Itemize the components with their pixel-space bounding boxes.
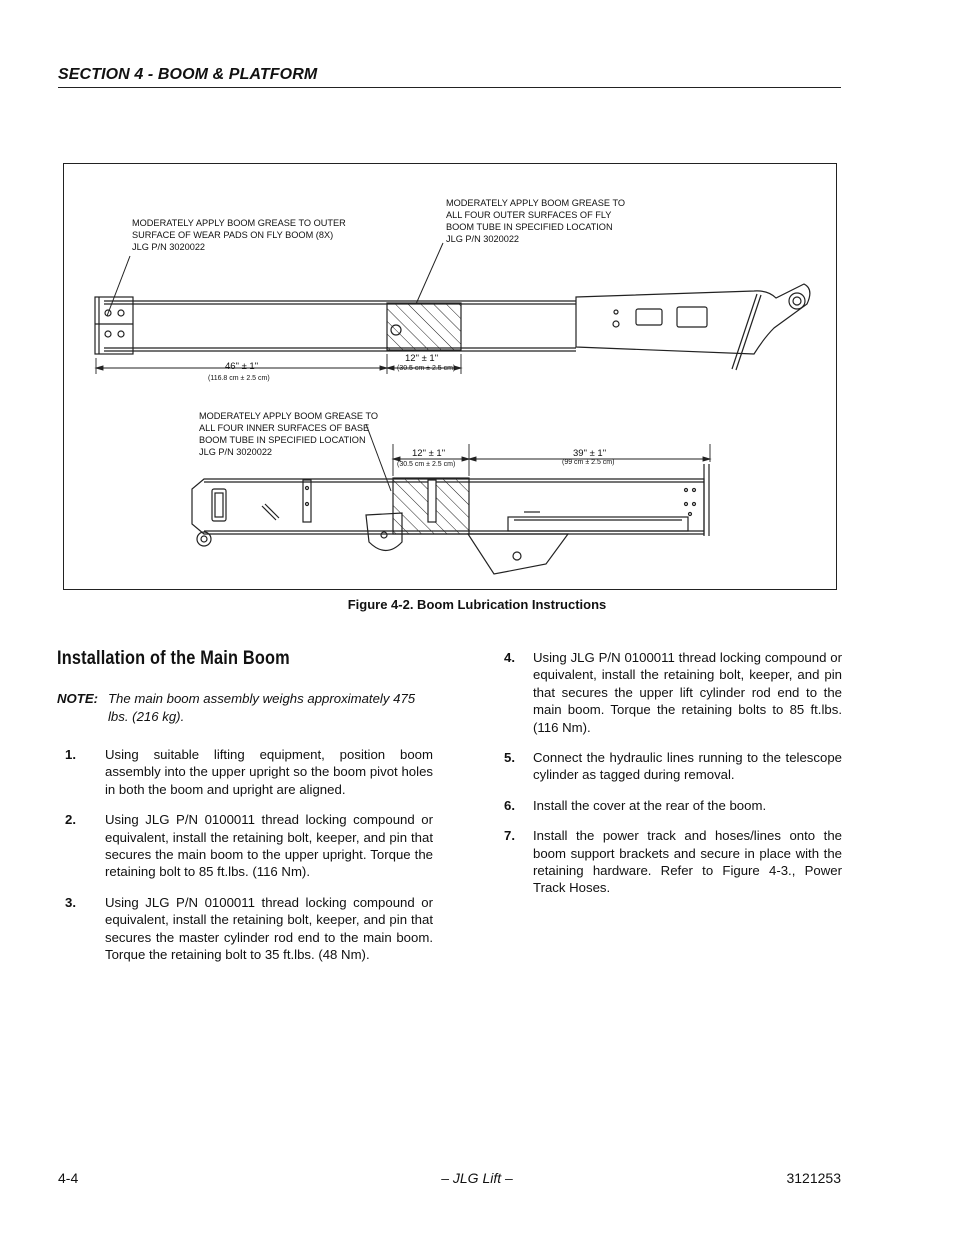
step-number: 1. [65, 747, 76, 762]
boom-diagram [64, 164, 838, 591]
dim-12-top-metric: (30.5 cm ± 2.5 cm) [397, 365, 456, 372]
note-base-inner-line: JLG P/N 3020022 [199, 447, 273, 457]
step-text: Install the cover at the rear of the boom. [533, 797, 767, 813]
dim-12-bottom: 12" ± 1" [412, 448, 446, 459]
leader-base-inner [366, 424, 391, 491]
dim-12-top: 12" ± 1" [405, 353, 439, 364]
note-fly-outer [446, 198, 628, 244]
fly-boom-drawing [95, 284, 810, 370]
step-number: 3. [65, 894, 76, 910]
note-fly-pads [132, 218, 348, 252]
dim-46-metric: (116.8 cm ± 2.5 cm) [208, 375, 270, 382]
note-fly-outer-line: BOOM TUBE IN SPECIFIED LOCATION [446, 222, 613, 232]
note-fly-pads-line: MODERATELY APPLY BOOM GREASE TO OUTER [132, 218, 346, 228]
note-base-inner-line: ALL FOUR INNER SURFACES OF BASE [199, 423, 370, 433]
note-base-inner-line: MODERATELY APPLY BOOM GREASE TO [199, 411, 379, 421]
note-fly-pads-line: JLG P/N 3020022 [132, 242, 206, 252]
step-4 [485, 649, 842, 736]
document-number: 3121253 [786, 1170, 841, 1186]
weight-note [57, 690, 435, 725]
step-2 [57, 811, 433, 881]
step-text: Using JLG P/N 0100011 thread locking compound or equivalent, install the retaining bolt, keeper, and pin that secures the main boom to the upper upright. Torque the retaining bolt to 85 ft.lbs. (116 Nm). [105, 812, 433, 880]
base-boom-drawing [192, 464, 709, 574]
note-fly-outer-line: JLG P/N 3020022 [446, 234, 520, 244]
dim-46: 46" ± 1" [225, 361, 259, 372]
dim-39-metric: (99 cm ± 2.5 cm) [562, 459, 615, 466]
note-fly-outer-line: ALL FOUR OUTER SURFACES OF FLY [446, 210, 612, 220]
dim-39: 39" ± 1" [573, 448, 607, 459]
step-text: Install the power track and hoses/lines onto the boom support brackets and secure in place with the retaining hardware. Refer to Figure 4-3., Power Track Hoses. [533, 828, 842, 896]
steps-column-left [57, 746, 433, 976]
step-1 [57, 746, 433, 798]
step-text: Using JLG P/N 0100011 thread locking compound or equivalent, install the retaining bolt, keeper, and pin that secures the master cylinder rod end to the main boom. Torque the retaining bolt to 35 ft.lbs. (48 Nm). [105, 894, 433, 963]
dim-12-bottom-metric: (30.5 cm ± 2.5 cm) [397, 461, 456, 468]
figure-caption: Figure 4-2. Boom Lubrication Instructions [347, 597, 607, 612]
boom-lubrication-figure [63, 163, 837, 590]
note-fly-outer-line: MODERATELY APPLY BOOM GREASE TO [446, 198, 626, 208]
step-number: 2. [65, 812, 76, 828]
step-number: 4. [504, 650, 515, 665]
step-6 [485, 797, 842, 814]
step-5 [485, 749, 842, 784]
step-7 [485, 827, 842, 897]
note-label: NOTE: [57, 691, 99, 706]
step-3 [57, 894, 433, 964]
note-text: The main boom assembly weighs approximately 475 lbs. (216 kg). [108, 691, 416, 724]
step-text: Using suitable lifting equipment, position boom assembly into the upper upright so the boom pivot holes in both the boom and upright are aligned. [105, 747, 433, 797]
page-heading: Installation of the Main Boom [57, 648, 290, 669]
steps-column-right [485, 649, 842, 910]
step-number: 7. [504, 828, 515, 844]
step-text: Connect the hydraulic lines running to the telescope cylinder as tagged during removal. [533, 750, 842, 783]
footer-brand: – JLG Lift – [441, 1170, 513, 1186]
note-base-inner [199, 411, 381, 457]
step-number: 5. [504, 750, 515, 766]
step-text: Using JLG P/N 0100011 thread locking compound or equivalent, install the retaining bolt, keeper, and pin that secures the upper lift cylinder rod end to the main boom. Torque the retaining bolts to 85 ft.lbs. (116 Nm). [533, 650, 842, 735]
note-fly-pads-line: SURFACE OF WEAR PADS ON FLY BOOM (8X) [132, 230, 334, 240]
step-number: 6. [504, 797, 515, 813]
note-base-inner-line: BOOM TUBE IN SPECIFIED LOCATION [199, 435, 366, 445]
section-header: SECTION 4 - BOOM & PLATFORM [58, 66, 841, 88]
page-number: 4-4 [58, 1170, 79, 1186]
